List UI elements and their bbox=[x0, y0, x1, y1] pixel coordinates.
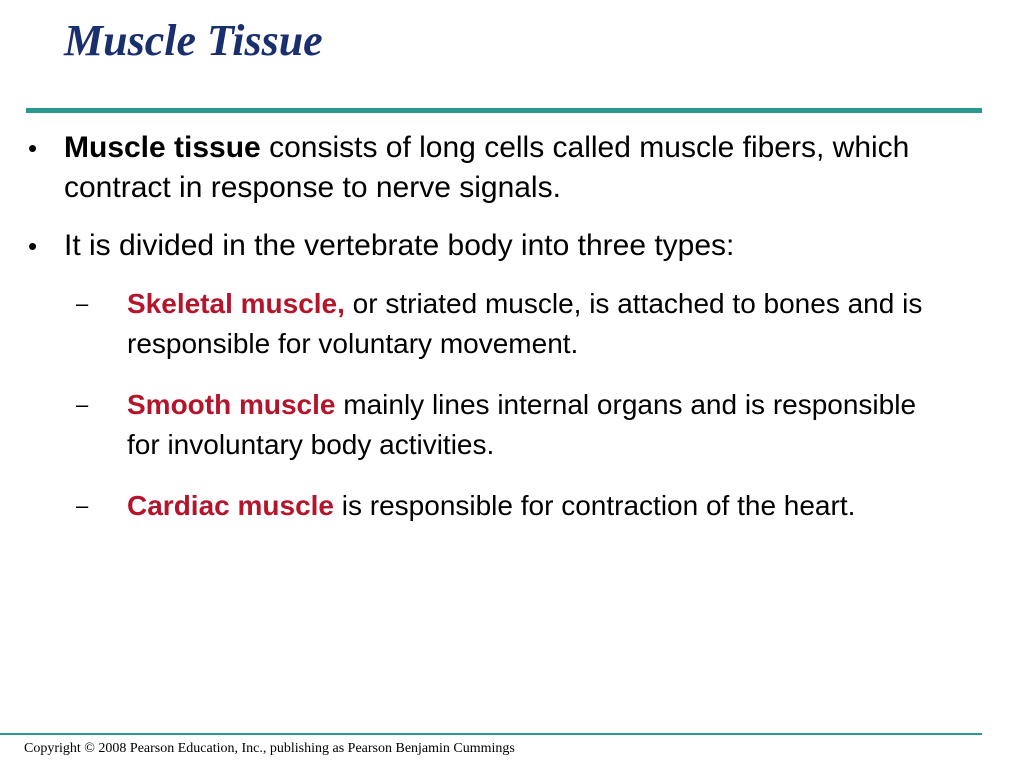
subitem-skeletal-muscle bbox=[24, 284, 927, 364]
subitem-cardiac-muscle bbox=[24, 486, 927, 526]
dash-marker: – bbox=[76, 291, 89, 316]
footer-divider bbox=[0, 733, 982, 735]
term-smooth-muscle: Smooth muscle bbox=[127, 389, 336, 420]
title-divider bbox=[26, 108, 982, 113]
slide-title: Muscle Tissue bbox=[64, 16, 323, 65]
subitem-text: or striated muscle, is attached to bones and is responsible for voluntary movement. bbox=[127, 288, 923, 359]
term-cardiac-muscle: Cardiac muscle bbox=[127, 490, 334, 521]
subitem-text: is responsible for contraction of the heart. bbox=[334, 490, 856, 521]
bullet-text: It is divided in the vertebrate body into three types: bbox=[64, 229, 735, 262]
copyright-notice: Copyright © 2008 Pearson Education, Inc., publishing as Pearson Benjamin Cummings bbox=[24, 741, 515, 756]
dash-marker: – bbox=[76, 493, 89, 518]
slide-content bbox=[24, 128, 964, 547]
subitem-smooth-muscle bbox=[24, 385, 927, 465]
term-muscle-tissue: Muscle tissue bbox=[64, 131, 261, 164]
subitem-text: mainly lines internal organs and is responsible for involuntary body activities. bbox=[127, 389, 917, 460]
bullet-marker: • bbox=[28, 231, 38, 261]
bullet-muscle-tissue bbox=[24, 128, 924, 208]
bullet-text: consists of long cells called muscle fibers, which contract in response to nerve signals. bbox=[64, 131, 910, 204]
dash-marker: – bbox=[76, 392, 89, 417]
bullet-three-types bbox=[24, 226, 964, 266]
term-skeletal-muscle: Skeletal muscle, bbox=[127, 288, 345, 319]
bullet-marker: • bbox=[28, 133, 38, 163]
